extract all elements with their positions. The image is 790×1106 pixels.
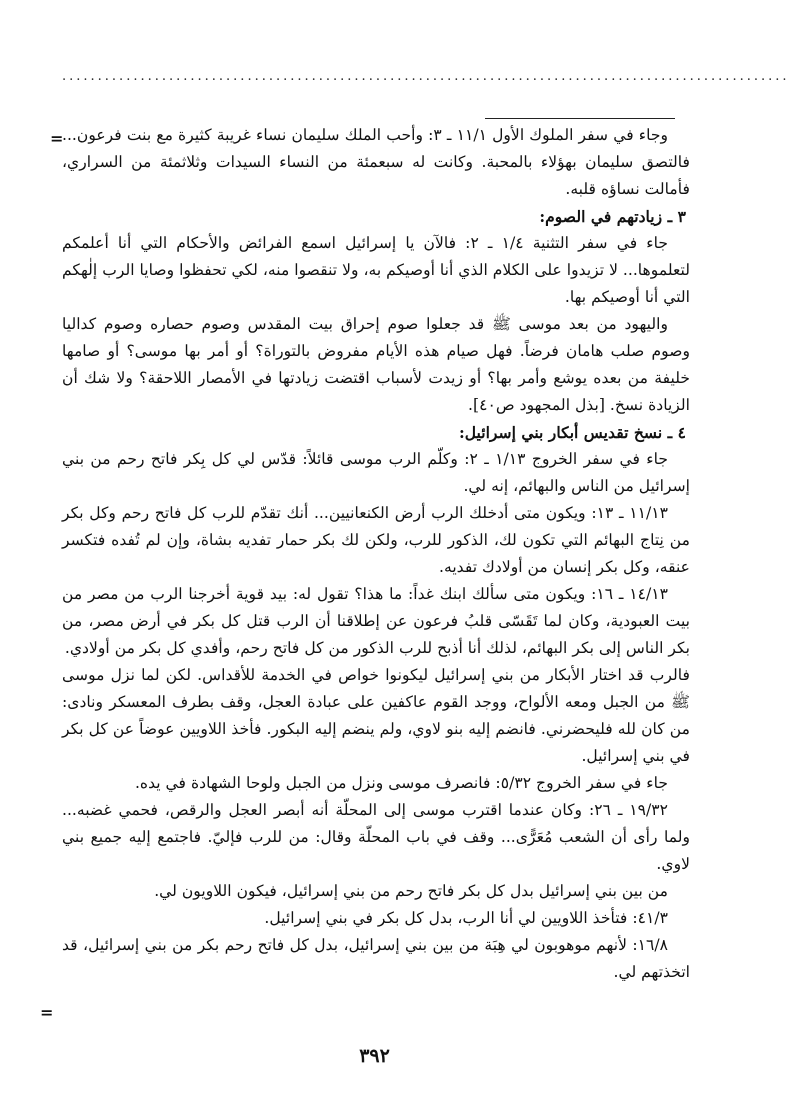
paragraph: وجاء في سفر الملوك الأول ١١/١ ـ ٣: وأحب الملك سليمان نساء غريبة كثيرة مع بنت فرعون... فالتصق سليمان بهؤلاء بالمحبة. وكانت له سبعمئة من النساء السيدات وثلاثمئة من السراري، فأمالت نساؤه قلبه. — [62, 126, 690, 198]
footnote-text — [62, 122, 690, 1040]
paragraph: ١٤/١٣ ـ ١٦: ويكون متى سألك ابنك غداً: ما هذا؟ تقول له: بيد قوية أخرجنا الرب من مصر من بيت العبودية، وكان لما تَقَسّى قلبُ فرعون عن إطلاقنا أن الرب قتل كل بكر في أرض مصر، من بكر الناس إلى بكر البهائم، لذلك أنا أذبح للرب الذكور من كل فاتح رحم، وأفدي كل بكر من أولادي. — [62, 585, 690, 657]
paragraph: فالرب قد اختار الأبكار من بني إسرائيل ليكونوا خواص في الخدمة للأقداس. لكن لما نزل موسى ﷺ من الجبل ومعه الألواح، ووجد القوم عاكفين على عبادة العجل، وقف بطرف المعسكر ونادى: من كان لله فليحضرني. فانضم إليه بنو لاوي، ولم ينضم إليه البكور. فأخذ اللاويين عوضاً عن كل بكر في بني إسرائيل. — [62, 666, 690, 765]
footnote-continuation-marker: = — [50, 129, 64, 148]
paragraph: ٤١/٣: فتأخذ اللاويين لي أنا الرب، بدل كل بكر في بني إسرائيل. — [264, 909, 668, 927]
paragraph: جاء في سفر الخروج ١/١٣ ـ ٢: وكلّم الرب موسى قائلاً: قدّس لي كل بِكر فاتح رحم من بني إسرائيل من الناس والبهائم، إنه لي. — [62, 450, 690, 495]
footnote-continuation-marker: = — [40, 1003, 54, 1022]
paragraph: جاء في سفر التثنية ١/٤ ـ ٢: فالآن يا إسرائيل اسمع الفرائض والأحكام التي أنا أعلمكم لتعلموها... لا تزيدوا على الكلام الذي أنا أوصيكم به، ولا تنقصوا منه، لكي تحفظوا وصايا الرب إلٰهكم التي أنا أوصيكم بها. — [62, 234, 690, 306]
section-heading: ٤ ـ نسخ تقديس أبكار بني إسرائيل: — [458, 423, 686, 442]
paragraph: ١٩/٣٢ ـ ٢٦: وكان عندما اقترب موسى إلى المحلّة أنه أبصر العجل والرقص، فحمي غضبه... ولما رأى أن الشعب مُعَرًّى... وقف في باب المحلّة وقال: من للرب فإليّ. فاجتمع إليه جميع بني لاوي. — [62, 801, 690, 873]
page-number: ٣٩٢ — [359, 1045, 390, 1067]
paragraph: ١٦/٨: لأنهم موهوبون لي هِبَة من بين بني إسرائيل، بدل كل فاتح رحم بكر من بني إسرائيل، قد اتخذتهم لي. — [62, 936, 690, 981]
paragraph: جاء في سفر الخروج ٥/٣٢: فانصرف موسى ونزل من الجبل ولوحا الشهادة في يده. — [134, 774, 668, 792]
paragraph: ١١/١٣ ـ ١٣: ويكون متى أدخلك الرب أرض الكنعانيين... أنك تقدّم للرب كل فاتح رحم وكل بكر من نِتاج البهائم التي تكون لك، الذكور للرب، ولكن لك بكر حمار تفديه بشاة، وإن لم تُفده فتكسر عنقه، وكل بكر إنسان من أولادك تفديه. — [62, 504, 690, 576]
paragraph: من بين بني إسرائيل بدل كل بكر فاتح رحم من بني إسرائيل، فيكون اللاويون لي. — [154, 882, 668, 900]
footnote-rule — [485, 118, 675, 119]
dotted-separator: ...................................................................................................... — [62, 69, 790, 84]
section-heading: ٣ ـ زيادتهم في الصوم: — [539, 207, 686, 226]
paragraph: واليهود من بعد موسى ﷺ قد جعلوا صوم إحراق بيت المقدس وصوم حصاره وصوم كداليا وصوم صلب هامان فرضاً. فهل صيام هذه الأيام مفروض بالتوراة؟ أو أمر بها موسى؟ أو صامها خليفة من بعده يوشع وأمر بها؟ أو زيدت لأسباب اقتضت زيادتها في الأمصار اللاحقة؟ ولا شك أن الزيادة نسخ. [بذل المجهود ص٤٠]. — [62, 315, 690, 414]
